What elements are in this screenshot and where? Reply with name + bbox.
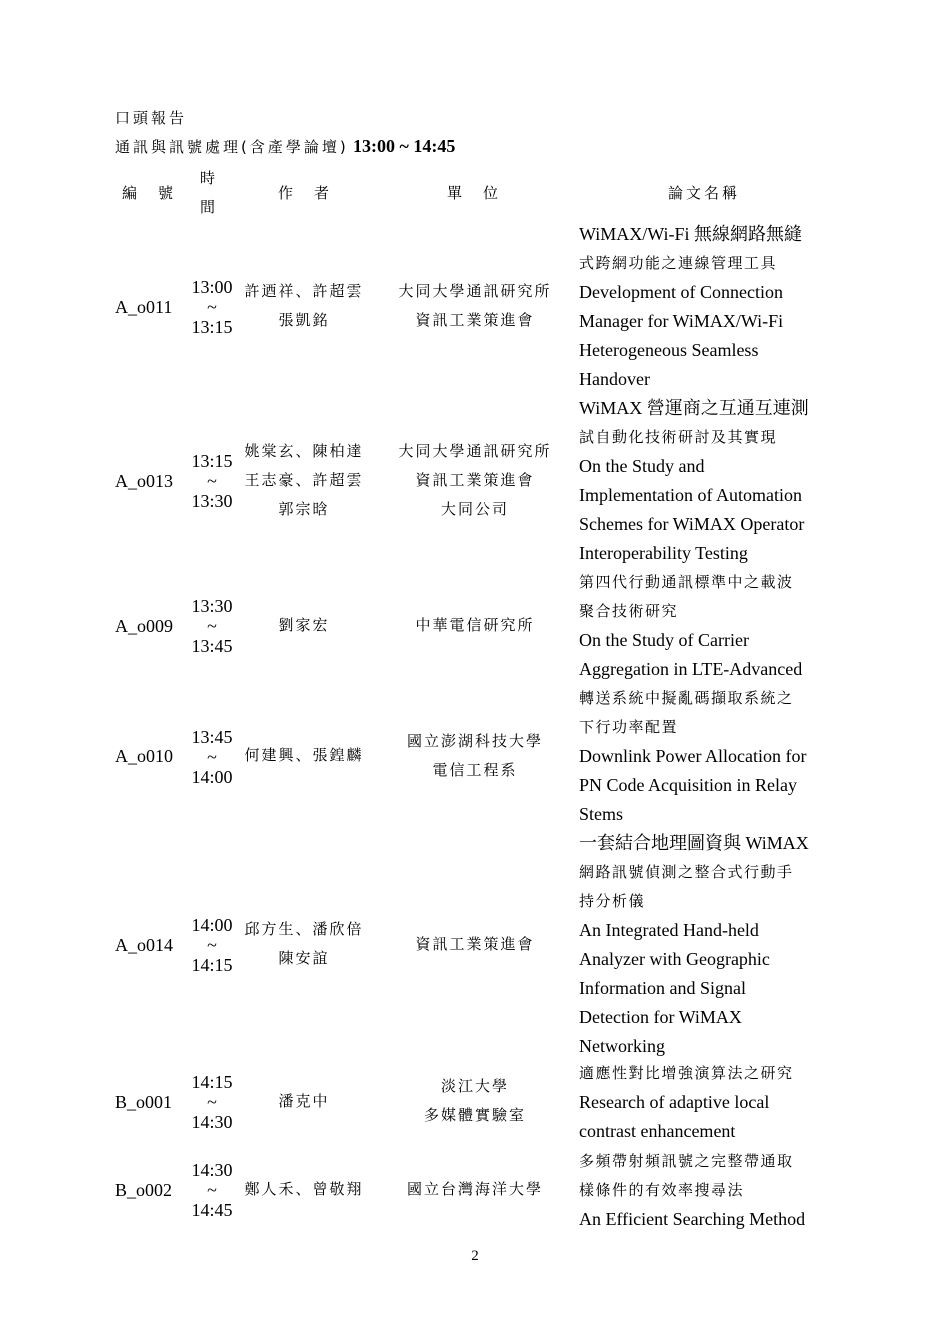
time-slot bbox=[187, 1058, 237, 1146]
title-line: Implementation of Automation bbox=[579, 485, 802, 505]
title-line: Handover bbox=[579, 369, 650, 389]
time-end: 14:45 bbox=[191, 1200, 233, 1220]
time-slot bbox=[187, 1146, 237, 1234]
title-line: Schemes for WiMAX Operator bbox=[579, 514, 805, 534]
session-title: 通訊與訊號處理(含產學論壇) bbox=[115, 138, 349, 156]
time-start: 14:30 bbox=[191, 1160, 233, 1180]
title-line: On the Study and bbox=[579, 456, 705, 476]
title-line: 第四代行動通訊標準中之載波 bbox=[579, 573, 794, 591]
title-line: Interoperability Testing bbox=[579, 543, 748, 563]
header-time-2: 間 bbox=[200, 198, 219, 216]
author-line: 王志豪、許超雲 bbox=[244, 472, 364, 489]
affiliation-line: 資訊工業策進會 bbox=[415, 313, 535, 329]
title-line: Aggregation in LTE-Advanced bbox=[579, 659, 803, 679]
title-line: 下行功率配置 bbox=[579, 718, 679, 736]
author-line: 何建興、張鍠麟 bbox=[244, 748, 364, 764]
title-line: Stems bbox=[579, 804, 624, 824]
title-line: 式跨網功能之連線管理工具 bbox=[579, 254, 778, 272]
paper-title bbox=[579, 568, 829, 684]
time-start: 13:30 bbox=[191, 596, 233, 616]
title-line: Research of adaptive local bbox=[579, 1091, 770, 1112]
table-row bbox=[0, 684, 950, 829]
time-slot bbox=[187, 394, 237, 568]
paper-title bbox=[579, 394, 829, 568]
authors bbox=[238, 394, 370, 568]
paper-code-text: A_o013 bbox=[115, 470, 173, 491]
title-line: Detection for WiMAX bbox=[579, 1007, 742, 1027]
time-slot bbox=[187, 829, 237, 1061]
time-end: 13:15 bbox=[191, 317, 233, 337]
affiliation-line: 資訊工業策進會 bbox=[415, 472, 535, 489]
paper-title bbox=[579, 684, 829, 829]
affiliations bbox=[380, 220, 570, 394]
authors bbox=[238, 829, 370, 1061]
header-time-1: 時 bbox=[200, 169, 219, 187]
affiliation-line: 大同大學通訊研究所 bbox=[398, 284, 552, 300]
time-separator: ~ bbox=[207, 616, 217, 636]
section-label: 口頭報告 bbox=[115, 109, 188, 127]
paper-code bbox=[115, 829, 185, 1061]
time-start: 13:45 bbox=[191, 726, 233, 747]
table-row bbox=[0, 829, 950, 1061]
paper-code bbox=[115, 568, 185, 684]
time-start: 14:00 bbox=[191, 915, 233, 935]
author-line: 鄭人禾、曾敬翔 bbox=[244, 1181, 364, 1198]
page-number: 2 bbox=[471, 1248, 479, 1264]
paper-code bbox=[115, 220, 185, 394]
title-line: 樣條件的有效率搜尋法 bbox=[579, 1180, 745, 1199]
paper-title bbox=[579, 1146, 829, 1234]
title-line: Heterogeneous Seamless bbox=[579, 340, 759, 360]
time-end: 14:00 bbox=[191, 766, 233, 787]
header-author: 作 者 bbox=[278, 184, 333, 202]
affiliation-line: 大同大學通訊研究所 bbox=[398, 443, 552, 460]
author-line: 陳安誼 bbox=[278, 951, 330, 967]
authors bbox=[238, 568, 370, 684]
title-line: 適應性對比增強演算法之研究 bbox=[579, 1063, 794, 1082]
affiliation-line: 資訊工業策進會 bbox=[415, 936, 535, 953]
affiliations bbox=[380, 1058, 570, 1146]
paper-code bbox=[115, 684, 185, 829]
header-code: 編 號 bbox=[122, 184, 177, 202]
time-end: 13:30 bbox=[191, 491, 233, 511]
author-line: 邱方生、潘欣倍 bbox=[244, 922, 364, 938]
time-slot bbox=[187, 568, 237, 684]
title-line: WiMAX/Wi-Fi 無線網路無縫 bbox=[579, 224, 803, 244]
paper-code-text: B_o002 bbox=[115, 1179, 173, 1200]
paper-title bbox=[579, 1058, 829, 1146]
time-start: 13:00 bbox=[191, 277, 233, 297]
table-row bbox=[0, 394, 950, 568]
affiliation-line: 淡江大學 bbox=[440, 1079, 509, 1095]
paper-title bbox=[579, 829, 829, 1061]
author-line: 郭宗晗 bbox=[278, 501, 330, 518]
title-line: Downlink Power Allocation for bbox=[579, 746, 807, 766]
title-line: 試自動化技術研討及其實現 bbox=[579, 428, 778, 446]
time-separator: ~ bbox=[207, 297, 217, 317]
title-line: 轉送系統中擬亂碼擷取系統之 bbox=[579, 689, 794, 707]
session-heading bbox=[115, 136, 455, 157]
authors bbox=[238, 684, 370, 829]
title-line: Analyzer with Geographic bbox=[579, 949, 770, 969]
time-separator: ~ bbox=[207, 471, 217, 491]
header-title: 論文名稱 bbox=[668, 184, 741, 202]
affiliations bbox=[380, 684, 570, 829]
title-line: Networking bbox=[579, 1036, 665, 1056]
affiliation-line: 國立澎湖科技大學 bbox=[406, 733, 543, 750]
time-end: 13:45 bbox=[191, 636, 233, 656]
paper-code-text: A_o014 bbox=[115, 934, 173, 955]
table-row bbox=[0, 568, 950, 684]
affiliation-line: 中華電信研究所 bbox=[415, 617, 535, 634]
paper-code-text: B_o001 bbox=[115, 1091, 173, 1112]
affiliations bbox=[380, 1146, 570, 1234]
time-start: 13:15 bbox=[191, 451, 233, 471]
title-line: contrast enhancement bbox=[579, 1120, 736, 1141]
time-separator: ~ bbox=[207, 746, 217, 767]
affiliation-line: 國立台灣海洋大學 bbox=[406, 1181, 543, 1198]
paper-title bbox=[579, 220, 829, 394]
paper-code-text: A_o009 bbox=[115, 615, 173, 636]
author-line: 許迺祥、許超雲 bbox=[244, 284, 364, 300]
time-separator: ~ bbox=[207, 1092, 217, 1112]
authors bbox=[238, 1058, 370, 1146]
time-separator: ~ bbox=[207, 935, 217, 955]
author-line: 劉家宏 bbox=[278, 617, 330, 634]
title-line: 聚合技術研究 bbox=[579, 602, 679, 620]
paper-code-text: A_o011 bbox=[115, 296, 173, 317]
affiliation-line: 多媒體實驗室 bbox=[423, 1108, 526, 1124]
affiliation-line: 大同公司 bbox=[440, 501, 509, 518]
session-time: 13:00 ~ 14:45 bbox=[352, 136, 456, 156]
table-row bbox=[0, 1058, 950, 1146]
affiliation-line: 電信工程系 bbox=[432, 762, 518, 779]
title-line: Information and Signal bbox=[579, 978, 746, 998]
title-line: An Integrated Hand-held bbox=[579, 920, 759, 940]
paper-code-text: A_o010 bbox=[115, 746, 173, 766]
author-line: 張凱銘 bbox=[278, 313, 330, 329]
paper-code bbox=[115, 394, 185, 568]
author-line: 姚棠玄、陳柏達 bbox=[244, 443, 364, 460]
title-line: 一套結合地理圖資與 WiMAX bbox=[579, 833, 809, 853]
title-line: 多頻帶射頻訊號之完整帶通取 bbox=[579, 1151, 794, 1170]
paper-code bbox=[115, 1146, 185, 1234]
title-line: Development of Connection bbox=[579, 282, 783, 302]
affiliations bbox=[380, 829, 570, 1061]
title-line: 持分析儀 bbox=[579, 892, 646, 910]
table-row bbox=[0, 1146, 950, 1234]
time-start: 14:15 bbox=[191, 1072, 233, 1092]
title-line: An Efficient Searching Method bbox=[579, 1208, 806, 1229]
title-line: 網路訊號偵測之整合式行動手 bbox=[579, 863, 794, 881]
authors bbox=[238, 1146, 370, 1234]
time-end: 14:30 bbox=[191, 1112, 233, 1132]
table-row bbox=[0, 220, 950, 394]
time-end: 14:15 bbox=[191, 955, 233, 975]
time-slot bbox=[187, 684, 237, 829]
paper-code bbox=[115, 1058, 185, 1146]
title-line: PN Code Acquisition in Relay bbox=[579, 775, 797, 795]
title-line: On the Study of Carrier bbox=[579, 630, 749, 650]
authors bbox=[238, 220, 370, 394]
author-line: 潘克中 bbox=[278, 1093, 330, 1110]
affiliations bbox=[380, 568, 570, 684]
time-slot bbox=[187, 220, 237, 394]
time-separator: ~ bbox=[207, 1180, 217, 1200]
title-line: Manager for WiMAX/Wi-Fi bbox=[579, 311, 784, 331]
header-unit: 單 位 bbox=[447, 184, 502, 202]
affiliations bbox=[380, 394, 570, 568]
title-line: WiMAX 營運商之互通互連測 bbox=[579, 398, 809, 418]
